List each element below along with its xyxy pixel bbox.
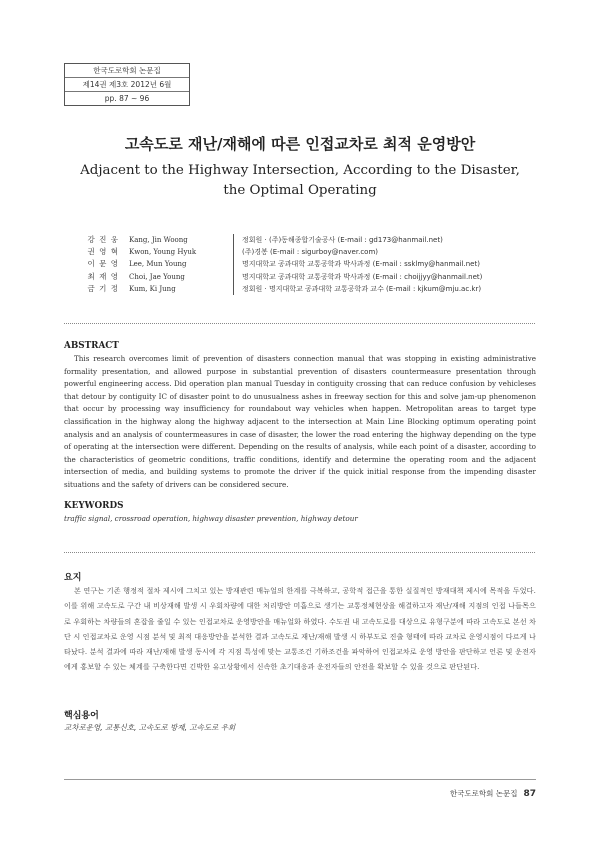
author-name-en: Kwon, Young Hyuk — [129, 248, 197, 257]
journal-pages: pp. 87 ~ 96 — [65, 91, 189, 105]
title-korean: 고속도로 재난/재해에 따른 인접교차로 최적 운영방안 — [124, 135, 476, 153]
author-affiliation: (주)경봉 (E-mail : sigurboy@naver.com) — [233, 246, 378, 258]
author-row — [82, 258, 552, 270]
author-name-en: Kang, Jin Woong — [129, 236, 188, 244]
author-name-ko: 최 재 영 — [87, 271, 119, 281]
title-english-line2: the Optimal Operating — [223, 183, 377, 198]
keywords-english: traffic signal, crossroad operation, highway disaster prevention, highway detour — [64, 514, 358, 523]
journal-name: 한국도로학회 논문집 — [93, 66, 161, 75]
keywords-korean-heading: 핵심용어 — [64, 711, 99, 721]
divider — [64, 552, 535, 553]
abstract-korean-body — [64, 583, 536, 675]
abstract-korean-heading: 요지 — [64, 573, 82, 583]
author-name-ko: 권 영 혁 — [87, 247, 119, 257]
abstract-korean-text: 본 연구는 기존 행정적 절차 제시에 그치고 있는 방재관련 매뉴얼의 한계를 극복하고, 공학적 접근을 통한 실질적인 방재대책 제시에 목적을 두었다. 이를 위해 고속도로 구간 내 비상재해 발생 시 우회차량에 대한 처리방안 미흡으로 생기는 교통정체현상을 해결하고자 재난/재해 지점의 인접 나들목으로 우회하는 차량들의 혼잡을 줄일 수 있는 인접교차로 운영방안을 매뉴얼화 하였다. 수도권 내 고속도로를 대상으로 유형구분에 따라 고속도로 본선 차단 시 인접교차로 운영 시점 분석 및 최적 대응방안을 분석한 결과 고속도로 재난/재해 발생 시 하부도로 진출 형태에 따라 교차로 운영시점이 다르게 나타났다. 분석 결과에 따라 재난/재해 발생 동시에 각 지점 특성에 맞는 교통조건 기하조건을 파악하여 인접교차로 운영 방안을 판단하고 언론 및 운전자에게 홍보할 수 있는 체계를 구축한다면 긴박한 유고상황에서 신속한 초기대응과 운전자들의 안전을 확보할 수 있을 것으로 판단된다. — [64, 586, 536, 672]
author-name-ko: 강 진 웅 — [87, 235, 119, 244]
title-english — [0, 161, 600, 201]
author-name-ko: 금 기 정 — [87, 283, 119, 293]
author-affiliation: 정회원 · (주)동해종합기술공사 (E-mail : gd173@hanmail.net) — [233, 234, 443, 246]
keywords-korean: 교차로운영, 교통신호, 고속도로 방재, 고속도로 우회 — [64, 723, 236, 732]
footer-rule — [64, 779, 536, 780]
author-row — [82, 271, 552, 283]
keywords-heading: KEYWORDS — [64, 501, 124, 511]
abstract-body — [64, 353, 536, 492]
author-row — [82, 246, 552, 258]
author-name-ko: 이 문 영 — [87, 259, 119, 269]
divider — [64, 323, 535, 324]
title-english-line1: Adjacent to the Highway Intersection, According to the Disaster, — [80, 163, 520, 178]
author-name-en: Lee, Mun Young — [129, 260, 187, 269]
abstract-heading: ABSTRACT — [64, 341, 119, 351]
abstract-text: This research overcomes limit of prevention of disasters connection manual that was stopping in existing administrative formality presentation, and allowed purpose in substantial prevention of disasters countermeasure presentation through powerful engineering access. Did operation plan manual Tuesday in contiguity crossing that can reduce confusion by vehicleses that detour by contiguity IC of disaster point to do unusualness ashes in freeway section for this and solve jam-up phenomenon that occur by processing way insufficiency for roundabout way vehicles when happen. Metropolitan areas to target type classification in the highway along the highway adjacent to the intersection at Main Line Blocking optimum operating point analysis and an analysis of countermeasures in case of disaster, the lower the road entering the highway depending on the type of operating at the intersection were different. Depending on the results of analysis, while each point of a disaster, according to the characteristics of geometric conditions, traffic conditions, identify and determine the operating room and the adjacent intersection of media, and building systems to promote the driver if the quick initial response from the impending disaster situations and the safety of drivers can be considered secure. — [64, 354, 536, 489]
footer-journal-name: 한국도로학회 논문집 — [449, 789, 518, 798]
page-number: 87 — [523, 788, 536, 799]
author-affiliation: 명지대학교 공과대학 교통공학과 박사과정 (E-mail : ssklmy@hanmail.net) — [233, 258, 480, 270]
journal-volume: 제14권 제3호 2012년 6월 — [65, 77, 189, 91]
page-footer — [450, 788, 536, 799]
journal-info-box — [64, 63, 190, 106]
author-name-en: Choi, Jae Young — [129, 272, 185, 281]
author-affiliation: 정회원 · 명지대학교 공과대학 교통공학과 교수 (E-mail : kjkum@mju.ac.kr) — [233, 283, 481, 295]
author-affiliation: 명지대학교 공과대학 교통공학과 박사과정 (E-mail : choijjyy@hanmail.net) — [233, 271, 482, 283]
author-list — [82, 234, 552, 295]
author-name-en: Kum, Ki Jung — [129, 284, 176, 293]
author-row — [82, 234, 552, 246]
author-row — [82, 283, 552, 295]
